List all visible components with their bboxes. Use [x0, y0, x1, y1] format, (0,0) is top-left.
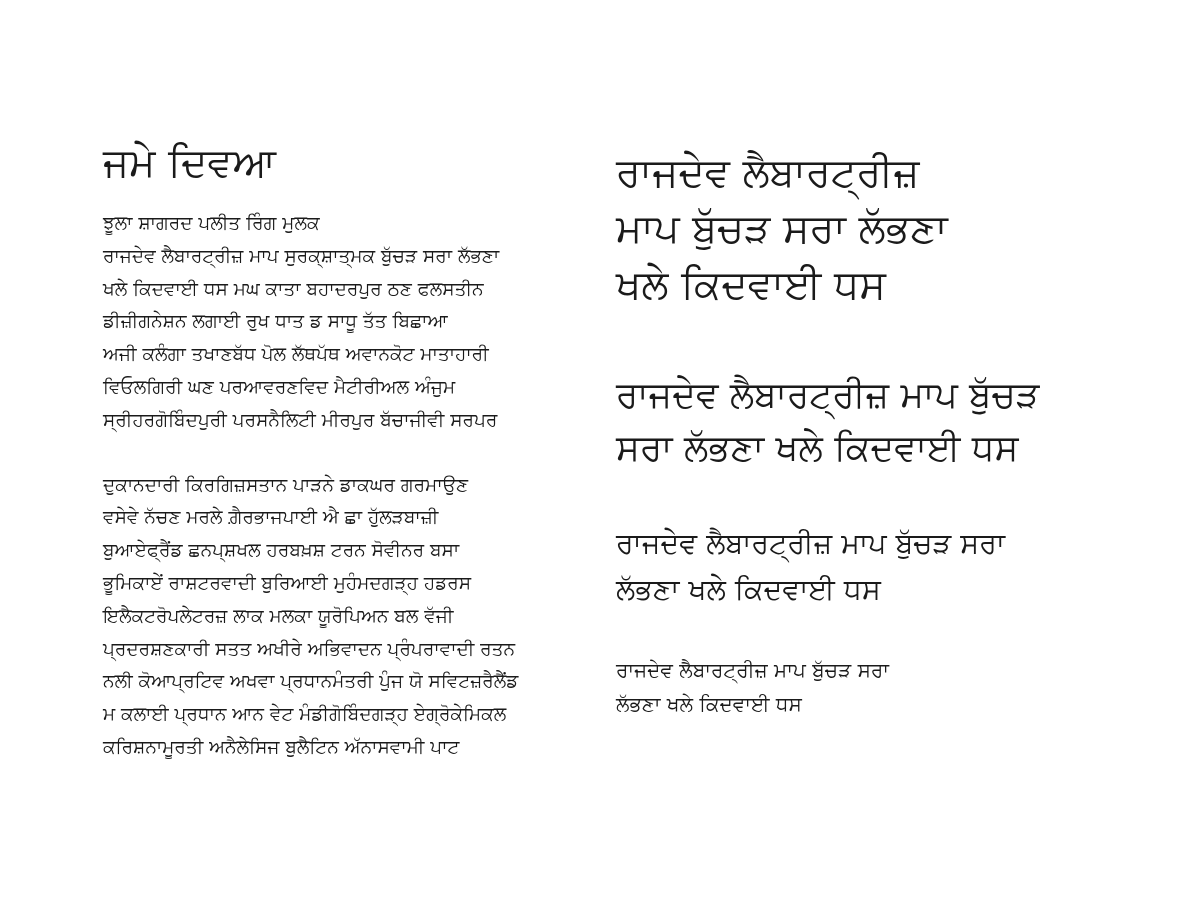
text-line: ਮ ਕਲਾਈ ਪ੍ਰਧਾਨ ਆਨ ਵੇਟ ਮੰਡੀਗੋਬਿੰਦਗੜ੍ਹ ਏਗ੍ਰੋਕੇਮਿਕਲ — [103, 704, 507, 726]
type-sample-extra-large — [616, 145, 1176, 313]
text-line: ਬੁਆਏਫ੍ਰੈਂਡ ਛਨਪ੍ਸ਼ਖਲ ਹਰਬਖ਼ਸ਼ ਟਰਨ ਸੋਵੀਨਰ ਬਸਾ — [103, 540, 460, 562]
type-sample-small — [616, 653, 1176, 721]
sample-line: ਲੱਭਣਾ ਖਲੇ ਕਿਦਵਾਈ ਧਸ — [616, 692, 802, 716]
text-line: ਖਲੇ ਕਿਦਵਾਈ ਧਸ ਮਘ ਕਾਤਾ ਬਹਾਦਰਪੁਰ ਠਣ ਫਲਸਤੀਨ — [103, 278, 484, 300]
left-column — [103, 138, 573, 765]
right-column — [616, 145, 1176, 721]
text-line: ਅਜੀ ਕਲੰਗਾ ਤਖਾਣਬੱਧ ਪੋਲ ਲੱਥਪੱਥ ਅਵਾਨਕੋਟ ਮਾਤਾਹਾਰੀ — [103, 344, 489, 366]
text-line: ਨਲੀ ਕੋਆਪ੍ਰਟਿਵ ਅਖਵਾ ਪ੍ਰਧਾਨਮੰਤਰੀ ਪੁੰਜ ਯੋ ਸਵਿਟਜ਼ਰੈਲੈਂਡ — [103, 671, 519, 693]
sample-line: ਰਾਜਦੇਵ ਲੈਬਾਰਟ੍ਰੀਜ਼ ਮਾਪ ਬੁੱਚੜ ਸਰਾ — [616, 527, 1006, 560]
sample-line: ਮਾਪ ਬੁੱਚੜ ਸਰਾ ਲੱਭਣਾ — [616, 206, 948, 252]
sample-line: ਰਾਜਦੇਵ ਲੈਬਾਰਟ੍ਰੀਜ਼ — [616, 150, 920, 196]
type-sample-large — [616, 369, 1176, 475]
text-line: ਭੂਮਿਕਾਏਂ ਰਾਸ਼ਟਰਵਾਦੀ ਬੁਰਿਆਈ ਮੁਹੰਮਦਗੜ੍ਹ ਹਡਰਸ — [103, 572, 472, 594]
text-line: ਸ੍ਰੀਹਰਗੋਬਿੰਦਪੁਰੀ ਪਰਸਨੈਲਿਟੀ ਮੀਰਪੁਰ ਬੱਚਾਜੀਵੀ ਸਰਪਰ — [103, 409, 498, 431]
paragraph-2 — [103, 470, 573, 765]
sample-line: ਰਾਜਦੇਵ ਲੈਬਾਰਟ੍ਰੀਜ਼ ਮਾਪ ਬੁੱਚੜ — [616, 375, 1040, 416]
text-line: ਰਾਜਦੇਵ ਲੈਬਾਰਟ੍ਰੀਜ਼ ਮਾਪ ਸੁਰਕ੍ਸ਼ਾਤ੍ਮਕ ਬੁੱਚੜ ਸਰਾ ਲੱਭਣਾ — [103, 245, 500, 267]
sample-line: ਲੱਭਣਾ ਖਲੇ ਕਿਦਵਾਈ ਧਸ — [616, 573, 881, 606]
text-line: ਇਲੈਕਟਰੋਪਲੇਟਰਜ਼ ਲਾਕ ਮਲਕਾ ਯੂਰੋਪਿਅਨ ਬਲ ਵੱਜੀ — [103, 605, 454, 627]
sample-line: ਖਲੇ ਕਿਦਵਾਈ ਧਸ — [616, 262, 886, 308]
text-line: ਕਰਿਸ਼ਨਾਮੂਰਤੀ ਅਨੈਲੇਸਿਜ ਬੁਲੈਟਿਨ ਅੱਨਾਸਵਾਮੀ ਪਾਟ — [103, 736, 460, 758]
text-line: ਦੁਕਾਨਦਾਰੀ ਕਿਰਗਿਜ਼ਸਤਾਨ ਪਾੜਨੇ ਡਾਕਘਰ ਗਰਮਾਉਣ — [103, 474, 469, 496]
text-line: ਝੂਲਾ ਸ਼ਾਗਰਦ ਪਲੀਤ ਰਿੰਗ ਮੁਲਕ — [103, 213, 320, 234]
type-sample-medium — [616, 521, 1176, 613]
text-line: ਵਿਓਲਗਿਰੀ ਘਣ ਪਰਆਵਰਣਵਿਦ ਮੈਟੀਰੀਅਲ ਅੰਜੁਮ — [103, 376, 456, 398]
text-line: ਡੀਜ਼ੀਗਨੇਸ਼ਨ ਲਗਾਈ ਰੁਖ ਧਾਤ ਡ ਸਾਧੂ ਤੱਤ ਬਿਛਾਆ — [103, 311, 448, 333]
sample-line: ਸਰਾ ਲੱਭਣਾ ਖਲੇ ਕਿਦਵਾਈ ਧਸ — [616, 428, 1019, 469]
page-heading: ਜਮੇ ਦਿਵਆ — [103, 140, 277, 186]
paragraph-1 — [103, 208, 573, 438]
text-line: ਪ੍ਰਦਰਸ਼ਣਕਾਰੀ ਸਤਤ ਅਖੀਰੇ ਅਭਿਵਾਦਨ ਪ੍ਰੰਪਰਾਵਾਦੀ ਰਤਨ — [103, 638, 516, 660]
sample-line: ਰਾਜਦੇਵ ਲੈਬਾਰਟ੍ਰੀਜ਼ ਮਾਪ ਬੁੱਚੜ ਸਰਾ — [616, 658, 890, 682]
text-line: ਵਸੇਵੇ ਨੱਚਣ ਮਰਲੇ ਗ਼ੈਰਭਾਜਪਾਈ ਐ ਛਾ ਹੁੱਲੜਬਾਜ਼ੀ — [103, 507, 439, 529]
